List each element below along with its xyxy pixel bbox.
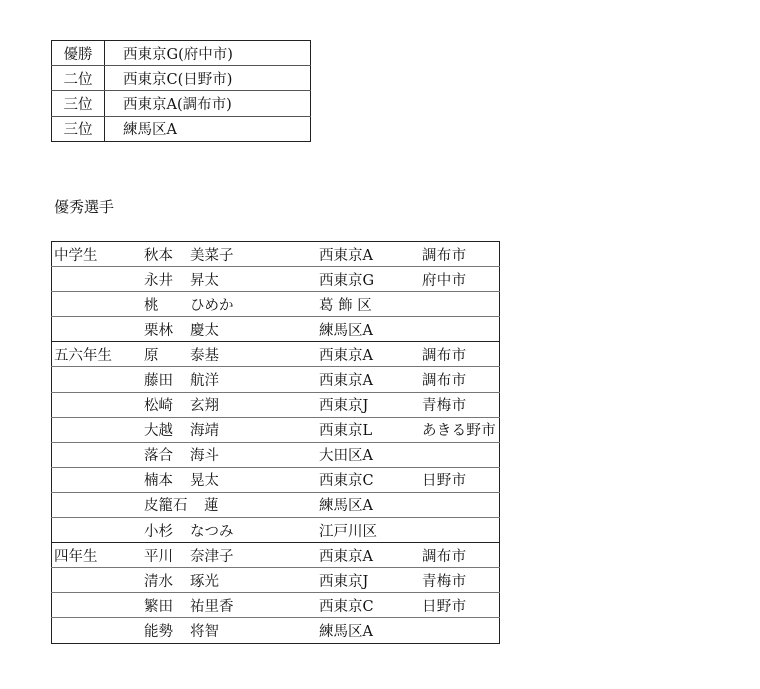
player-city: 調布市 bbox=[422, 367, 500, 392]
result-rank: 優勝 bbox=[52, 41, 105, 66]
player-row bbox=[52, 292, 500, 317]
result-team: 西東京G(府中市) bbox=[105, 41, 311, 66]
player-name bbox=[144, 442, 319, 467]
player-city bbox=[422, 518, 500, 543]
player-family-name: 能勢 bbox=[144, 623, 173, 640]
player-affiliation: 練馬区A bbox=[319, 492, 422, 517]
player-name bbox=[144, 292, 319, 317]
player-city: 青梅市 bbox=[422, 392, 500, 417]
grade-label bbox=[52, 292, 145, 317]
player-given-name: 奈津子 bbox=[190, 548, 234, 565]
results-table bbox=[51, 40, 311, 142]
player-row bbox=[52, 492, 500, 517]
player-row bbox=[52, 317, 500, 342]
grade-label bbox=[52, 442, 145, 467]
player-family-name: 松崎 bbox=[144, 398, 173, 415]
player-name bbox=[144, 267, 319, 292]
player-given-name: 海斗 bbox=[190, 448, 219, 465]
player-city: 青梅市 bbox=[422, 568, 500, 593]
player-row bbox=[52, 467, 500, 492]
player-given-name: 美菜子 bbox=[190, 247, 234, 264]
players-table bbox=[51, 241, 500, 644]
grade-label bbox=[52, 568, 145, 593]
player-affiliation: 西東京A bbox=[319, 367, 422, 392]
grade-label: 中学生 bbox=[52, 242, 145, 267]
player-family-name: 秋本 bbox=[144, 247, 173, 264]
player-family-name: 藤田 bbox=[144, 373, 173, 390]
player-affiliation: 西東京A bbox=[319, 242, 422, 267]
player-name bbox=[144, 467, 319, 492]
player-name bbox=[144, 518, 319, 543]
player-given-name: 玄翔 bbox=[190, 398, 219, 415]
player-row bbox=[52, 342, 500, 367]
player-affiliation: 練馬区A bbox=[319, 317, 422, 342]
grade-label bbox=[52, 467, 145, 492]
grade-label bbox=[52, 618, 145, 643]
player-name bbox=[144, 392, 319, 417]
player-city: 日野市 bbox=[422, 593, 500, 618]
player-family-name: 楠本 bbox=[144, 473, 173, 490]
player-given-name: 祐里香 bbox=[190, 598, 234, 615]
player-given-name: 蓮 bbox=[204, 498, 219, 515]
player-row bbox=[52, 417, 500, 442]
player-family-name: 桃 bbox=[144, 297, 159, 314]
player-affiliation: 西東京J bbox=[319, 392, 422, 417]
player-family-name: 平川 bbox=[144, 548, 173, 565]
player-row bbox=[52, 518, 500, 543]
player-row bbox=[52, 267, 500, 292]
result-team: 西東京A(調布市) bbox=[105, 91, 311, 116]
results-row bbox=[52, 91, 311, 116]
player-given-name: 昇太 bbox=[190, 272, 219, 289]
player-given-name: 航洋 bbox=[190, 373, 219, 390]
player-city: あきる野市 bbox=[422, 417, 500, 442]
player-city bbox=[422, 618, 500, 643]
player-row bbox=[52, 367, 500, 392]
player-family-name: 小杉 bbox=[144, 523, 173, 540]
player-name bbox=[144, 417, 319, 442]
player-city bbox=[422, 442, 500, 467]
player-name bbox=[144, 342, 319, 367]
player-row bbox=[52, 442, 500, 467]
player-city bbox=[422, 292, 500, 317]
player-city bbox=[422, 317, 500, 342]
player-given-name: 慶太 bbox=[190, 322, 219, 339]
player-name bbox=[144, 242, 319, 267]
award-heading: 優秀選手 bbox=[54, 198, 115, 216]
grade-label bbox=[52, 417, 145, 442]
player-given-name: 海靖 bbox=[190, 423, 219, 440]
results-row bbox=[52, 66, 311, 91]
player-family-name: 清水 bbox=[144, 573, 173, 590]
grade-label bbox=[52, 392, 145, 417]
grade-label bbox=[52, 518, 145, 543]
result-rank: 三位 bbox=[52, 91, 105, 116]
player-affiliation: 西東京L bbox=[319, 417, 422, 442]
player-city bbox=[422, 492, 500, 517]
player-row bbox=[52, 392, 500, 417]
player-family-name: 原 bbox=[144, 347, 159, 364]
player-family-name: 栗林 bbox=[144, 322, 173, 339]
player-name bbox=[144, 367, 319, 392]
player-family-name: 繁田 bbox=[144, 598, 173, 615]
player-given-name: ひめか bbox=[190, 297, 234, 314]
grade-label bbox=[52, 267, 145, 292]
player-row bbox=[52, 568, 500, 593]
grade-label: 五六年生 bbox=[52, 342, 145, 367]
player-name bbox=[144, 618, 319, 643]
player-city: 調布市 bbox=[422, 543, 500, 568]
grade-label bbox=[52, 317, 145, 342]
player-name bbox=[144, 593, 319, 618]
player-family-name: 落合 bbox=[144, 448, 173, 465]
player-row bbox=[52, 242, 500, 267]
player-family-name: 永井 bbox=[144, 272, 173, 289]
player-row bbox=[52, 543, 500, 568]
player-row bbox=[52, 593, 500, 618]
result-team: 西東京C(日野市) bbox=[105, 66, 311, 91]
player-affiliation: 西東京J bbox=[319, 568, 422, 593]
player-affiliation: 江戸川区 bbox=[319, 518, 422, 543]
grade-label: 四年生 bbox=[52, 543, 145, 568]
player-city: 日野市 bbox=[422, 467, 500, 492]
player-affiliation: 練馬区A bbox=[319, 623, 373, 640]
player-name bbox=[144, 317, 319, 342]
player-affiliation: 西東京C bbox=[319, 467, 422, 492]
player-family-name: 大越 bbox=[144, 423, 173, 440]
result-rank: 二位 bbox=[52, 66, 105, 91]
player-given-name: 将智 bbox=[190, 623, 219, 640]
grade-label bbox=[52, 593, 145, 618]
player-city: 調布市 bbox=[422, 342, 500, 367]
player-given-name: 晃太 bbox=[190, 473, 219, 490]
grade-label bbox=[52, 492, 145, 517]
result-team: 練馬区A bbox=[123, 122, 177, 139]
player-affiliation: 葛 飾 区 bbox=[319, 292, 422, 317]
player-name bbox=[144, 543, 319, 568]
player-given-name: 琢光 bbox=[190, 573, 219, 590]
player-family-name: 皮籠石 bbox=[144, 498, 188, 515]
player-affiliation: 西東京C bbox=[319, 593, 422, 618]
player-affiliation: 西東京G bbox=[319, 267, 422, 292]
grade-label bbox=[52, 367, 145, 392]
player-given-name: なつみ bbox=[190, 523, 234, 540]
player-name bbox=[144, 492, 319, 517]
player-name bbox=[144, 568, 319, 593]
player-city: 府中市 bbox=[422, 267, 500, 292]
results-row bbox=[52, 116, 311, 141]
result-rank: 三位 bbox=[52, 116, 105, 141]
player-affiliation: 西東京A bbox=[319, 342, 422, 367]
results-row bbox=[52, 41, 311, 66]
player-given-name: 泰基 bbox=[190, 347, 219, 364]
player-row bbox=[52, 618, 500, 643]
player-affiliation: 大田区A bbox=[319, 442, 422, 467]
player-city: 調布市 bbox=[422, 242, 500, 267]
player-affiliation: 西東京A bbox=[319, 543, 422, 568]
